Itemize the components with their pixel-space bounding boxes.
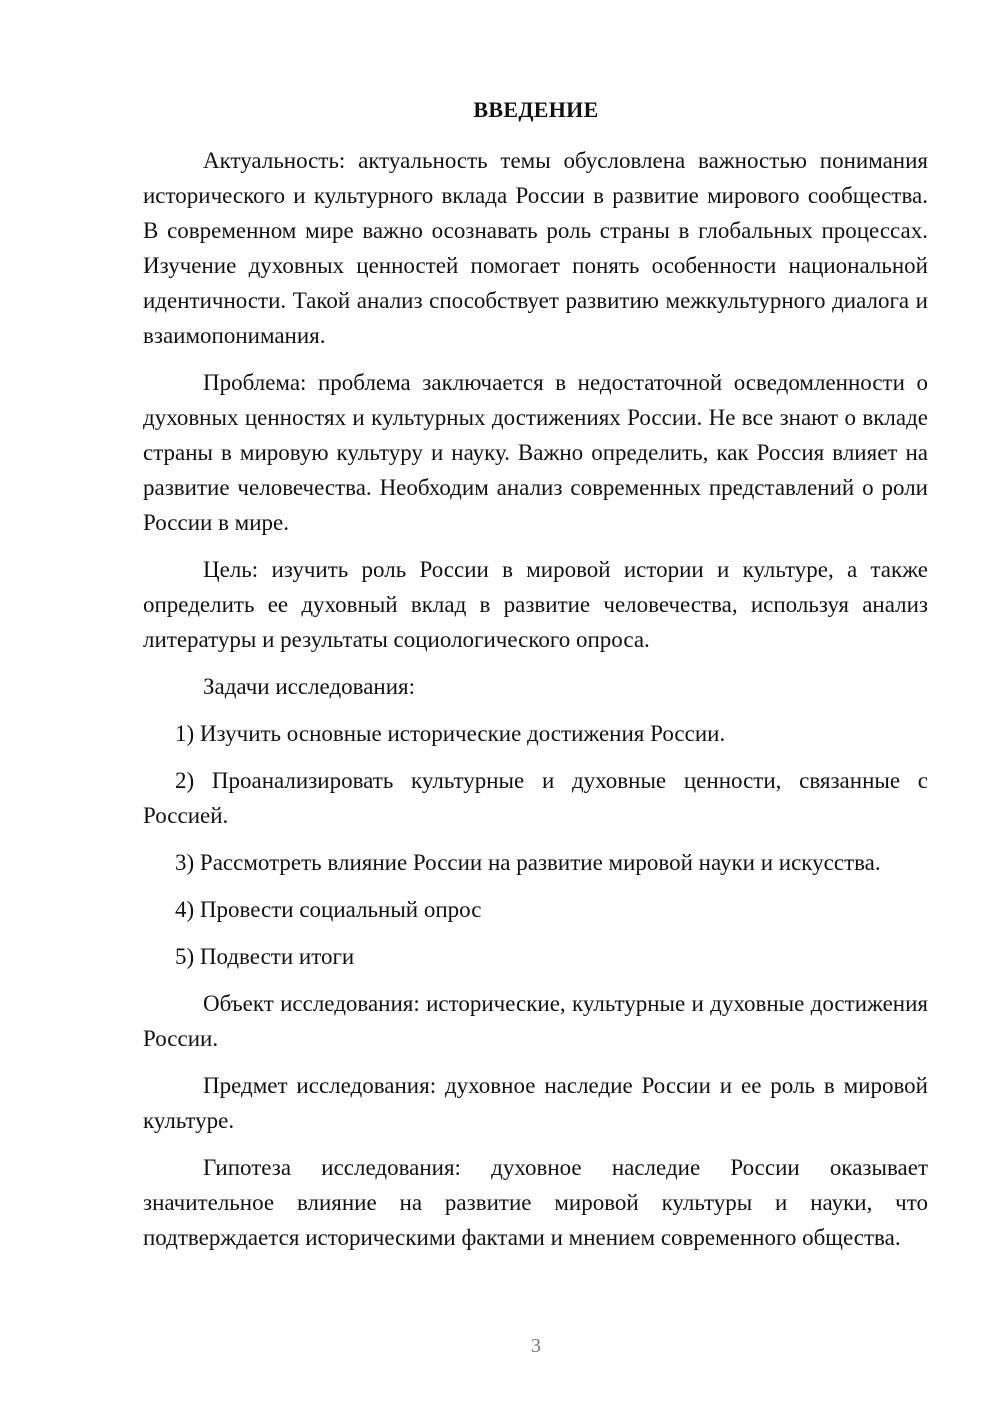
tasks-heading: Задачи исследования: — [203, 674, 416, 699]
section-title: ВВЕДЕНИЕ — [473, 97, 599, 122]
task-item: 2) Проанализировать культурные и духовные ценности, связанные с Россией. — [143, 768, 928, 828]
body-text — [143, 143, 928, 1267]
hypothesis-paragraph: Гипотеза исследования: духовное наследие России оказывает значительное влияние на развитие мировой культуры и науки, что подтверждается историческими фактами и мнением современного общества. — [143, 1155, 928, 1250]
task-item: 1) Изучить основные исторические достижения России. — [175, 721, 726, 746]
problem-paragraph: Проблема: проблема заключается в недостаточной осведомленности о духовных ценностях и культурных достижениях России. Не все знают о вкладе страны в мировую культуру и науку. Важно определить, как Россия влияет на развитие человечества. Необходим анализ современных представлений о роли России в мире. — [143, 370, 928, 535]
task-item: 3) Рассмотреть влияние России на развитие мировой науки и искусства. — [175, 850, 881, 875]
goal-paragraph: Цель: изучить роль России в мировой истории и культуре, а также определить ее духовный вклад в развитие человечества, используя анализ литературы и результаты социологического опроса. — [143, 557, 928, 652]
relevance-paragraph: Актуальность: актуальность темы обусловлена важностью понимания исторического и культурного вклада России в развитие мирового сообщества. В современном мире важно осознавать роль страны в глобальных процессах. Изучение духовных ценностей помогает понять особенности национальной идентичности. Такой анализ способствует развитию межкультурного диалога и взаимопонимания. — [143, 148, 928, 348]
object-paragraph: Объект исследования: исторические, культурные и духовные достижения России. — [143, 991, 928, 1051]
page-number: 3 — [531, 1335, 541, 1357]
task-item: 4) Провести социальный опрос — [175, 897, 482, 922]
subject-paragraph: Предмет исследования: духовное наследие России и ее роль в мировой культуре. — [143, 1073, 928, 1133]
task-item: 5) Подвести итоги — [175, 944, 355, 969]
